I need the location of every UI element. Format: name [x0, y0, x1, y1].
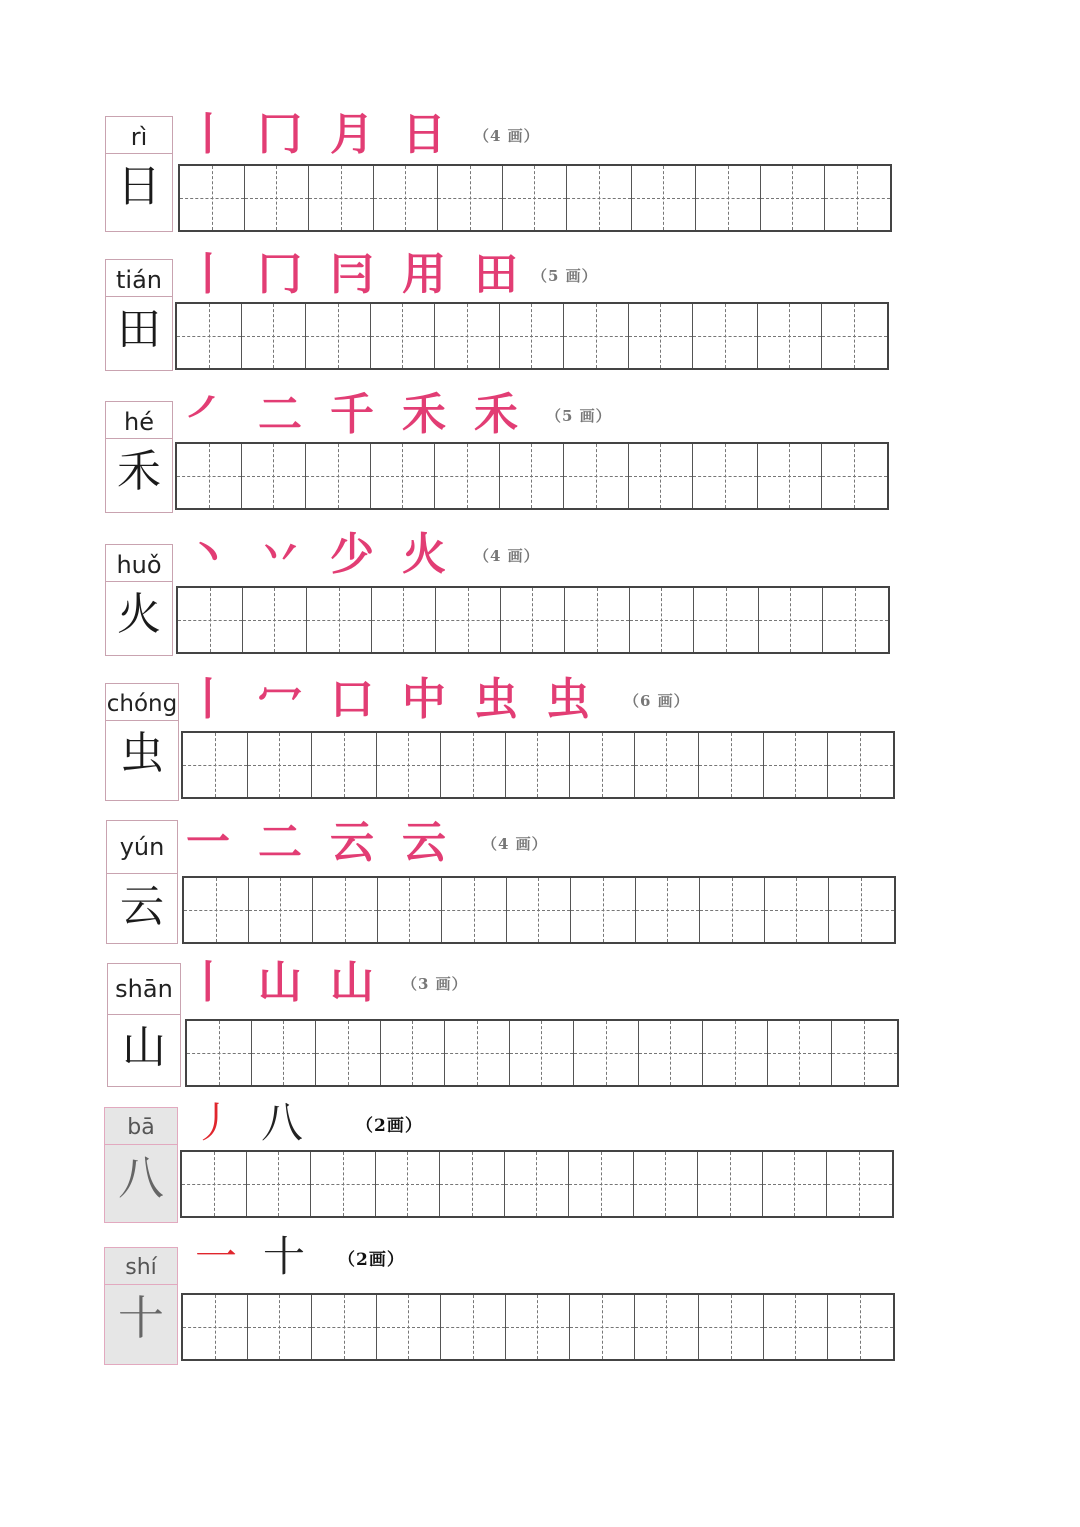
stroke-step: 口	[330, 674, 374, 725]
writing-grid	[178, 164, 892, 232]
hanzi-label: 火	[117, 589, 161, 640]
pinyin-label: bā	[105, 1108, 177, 1145]
grid-cell[interactable]	[177, 444, 242, 508]
grid-cell[interactable]	[374, 166, 439, 230]
grid-cell[interactable]	[570, 1295, 635, 1359]
grid-cell[interactable]	[309, 166, 374, 230]
grid-cell[interactable]	[764, 733, 829, 797]
char-card	[105, 259, 173, 371]
grid-cell[interactable]	[435, 444, 500, 508]
grid-cell[interactable]	[571, 878, 636, 942]
grid-cell[interactable]	[306, 444, 371, 508]
writing-grid	[185, 1019, 899, 1087]
stroke-step: 月	[330, 109, 374, 160]
stroke-step: 山	[330, 957, 374, 1008]
grid-cell[interactable]	[629, 444, 694, 508]
grid-cell[interactable]	[313, 878, 378, 942]
grid-cell[interactable]	[758, 444, 823, 508]
grid-cell[interactable]	[312, 733, 377, 797]
grid-cell[interactable]	[247, 1152, 312, 1216]
grid-cell[interactable]	[565, 588, 630, 652]
stroke-step: 中	[402, 674, 446, 725]
stroke-count: （6 画）	[624, 691, 690, 710]
grid-cell[interactable]	[501, 588, 566, 652]
writing-grid	[181, 731, 895, 799]
grid-cell[interactable]	[629, 304, 694, 368]
hanzi-label: 虫	[120, 728, 164, 779]
hanzi-label: 十	[118, 1291, 164, 1345]
hanzi-label: 山	[122, 1022, 166, 1073]
grid-cell[interactable]	[306, 304, 371, 368]
stroke-step: ㇒	[186, 389, 230, 440]
pinyin-label: rì	[106, 117, 172, 154]
writing-grid	[182, 876, 896, 944]
grid-cell[interactable]	[436, 588, 501, 652]
stroke-step: 二	[258, 389, 302, 440]
grid-cell[interactable]	[759, 588, 824, 652]
grid-cell[interactable]	[564, 444, 629, 508]
pinyin-label: yún	[107, 821, 177, 874]
grid-cell[interactable]	[829, 878, 894, 942]
grid-cell[interactable]	[378, 878, 443, 942]
stroke-count: （2画）	[356, 1115, 423, 1136]
grid-cell[interactable]	[765, 878, 830, 942]
stroke-step: 禾	[402, 389, 446, 440]
stroke-count: （5 画）	[546, 406, 612, 425]
grid-cell[interactable]	[567, 166, 632, 230]
hanzi-label: 禾	[117, 446, 161, 497]
grid-cell[interactable]	[506, 733, 571, 797]
grid-cell[interactable]	[500, 444, 565, 508]
grid-cell[interactable]	[242, 304, 307, 368]
stroke-step: 丷	[258, 529, 302, 580]
hanzi-label: 日	[117, 161, 161, 212]
grid-cell[interactable]	[249, 878, 314, 942]
grid-cell[interactable]	[178, 588, 243, 652]
grid-cell[interactable]	[634, 1152, 699, 1216]
stroke-step: 丿	[192, 1098, 235, 1147]
stroke-step: 丨	[186, 109, 230, 160]
grid-cell[interactable]	[312, 1295, 377, 1359]
grid-cell[interactable]	[828, 1295, 893, 1359]
stroke-count: （2画）	[338, 1249, 405, 1270]
stroke-step: 火	[402, 529, 446, 580]
stroke-order	[172, 250, 598, 300]
grid-cell[interactable]	[243, 588, 308, 652]
pinyin-label: hé	[106, 402, 172, 439]
grid-cell[interactable]	[632, 166, 697, 230]
char-card	[104, 1247, 178, 1365]
stroke-step: 少	[330, 529, 374, 580]
stroke-step: 冂	[258, 249, 302, 300]
stroke-order	[172, 958, 468, 1008]
grid-cell[interactable]	[182, 1152, 247, 1216]
stroke-step: 虫	[546, 674, 590, 725]
grid-cell[interactable]	[245, 166, 310, 230]
grid-cell[interactable]	[183, 733, 248, 797]
char-card	[105, 683, 179, 801]
stroke-step: 禾	[474, 389, 518, 440]
grid-cell[interactable]	[376, 1152, 441, 1216]
stroke-order	[172, 818, 548, 868]
stroke-step: 丨	[186, 957, 230, 1008]
grid-cell[interactable]	[825, 166, 890, 230]
grid-cell[interactable]	[827, 1152, 892, 1216]
grid-cell[interactable]	[696, 166, 761, 230]
grid-cell[interactable]	[187, 1021, 252, 1085]
writing-grid	[180, 1150, 894, 1218]
grid-cell[interactable]	[311, 1152, 376, 1216]
grid-cell[interactable]	[570, 733, 635, 797]
stroke-step: 山	[258, 957, 302, 1008]
grid-cell[interactable]	[699, 733, 764, 797]
stroke-count: （4 画）	[482, 834, 548, 853]
stroke-step: 云	[330, 817, 374, 868]
grid-cell[interactable]	[377, 1295, 442, 1359]
stroke-step: 二	[258, 817, 302, 868]
grid-cell[interactable]	[763, 1152, 828, 1216]
grid-cell[interactable]	[248, 1295, 313, 1359]
stroke-step: 用	[402, 249, 446, 300]
grid-cell[interactable]	[371, 444, 436, 508]
grid-cell[interactable]	[764, 1295, 829, 1359]
grid-cell[interactable]	[700, 878, 765, 942]
grid-cell[interactable]	[242, 444, 307, 508]
grid-cell[interactable]	[371, 304, 436, 368]
grid-cell[interactable]	[445, 1021, 510, 1085]
grid-cell[interactable]	[761, 166, 826, 230]
stroke-step: 冂	[258, 109, 302, 160]
grid-cell[interactable]	[699, 1295, 764, 1359]
stroke-step: 云	[402, 817, 446, 868]
stroke-order	[172, 390, 612, 440]
char-card	[105, 544, 173, 656]
grid-cell[interactable]	[441, 733, 506, 797]
grid-cell[interactable]	[822, 304, 887, 368]
grid-cell[interactable]	[828, 733, 893, 797]
grid-cell[interactable]	[635, 1295, 700, 1359]
grid-cell[interactable]	[693, 304, 758, 368]
writing-grid	[175, 442, 889, 510]
grid-cell[interactable]	[822, 444, 887, 508]
grid-cell[interactable]	[768, 1021, 833, 1085]
stroke-order	[172, 675, 690, 725]
char-card	[107, 963, 181, 1087]
grid-cell[interactable]	[442, 878, 507, 942]
grid-cell[interactable]	[630, 588, 695, 652]
grid-cell[interactable]	[435, 304, 500, 368]
grid-cell[interactable]	[372, 588, 437, 652]
grid-cell[interactable]	[307, 588, 372, 652]
grid-cell[interactable]	[381, 1021, 446, 1085]
grid-cell[interactable]	[316, 1021, 381, 1085]
grid-cell[interactable]	[510, 1021, 575, 1085]
stroke-order	[180, 1098, 423, 1148]
stroke-order	[172, 110, 540, 160]
writing-grid	[176, 586, 890, 654]
stroke-step: 丨	[186, 674, 230, 725]
grid-cell[interactable]	[636, 878, 701, 942]
grid-cell[interactable]	[693, 444, 758, 508]
stroke-count: （4 画）	[474, 546, 540, 565]
stroke-order	[172, 530, 540, 580]
grid-cell[interactable]	[694, 588, 759, 652]
pinyin-label: shān	[108, 964, 180, 1015]
char-card	[104, 1107, 178, 1223]
writing-grid	[175, 302, 889, 370]
pinyin-label: huǒ	[106, 545, 172, 582]
grid-cell[interactable]	[177, 304, 242, 368]
grid-cell[interactable]	[574, 1021, 639, 1085]
pinyin-label: tián	[106, 260, 172, 297]
char-card	[105, 401, 173, 513]
stroke-count: （3 画）	[402, 974, 468, 993]
writing-grid	[181, 1293, 895, 1361]
grid-cell[interactable]	[505, 1152, 570, 1216]
hanzi-label: 云	[120, 881, 164, 932]
grid-cell[interactable]	[438, 166, 503, 230]
stroke-step: 丨	[186, 249, 230, 300]
stroke-step: 一	[194, 1232, 237, 1281]
grid-cell[interactable]	[441, 1295, 506, 1359]
stroke-step: 十	[262, 1232, 305, 1281]
grid-cell[interactable]	[248, 733, 313, 797]
stroke-step: 八	[260, 1098, 303, 1147]
grid-cell[interactable]	[252, 1021, 317, 1085]
hanzi-label: 八	[118, 1151, 164, 1205]
grid-cell[interactable]	[698, 1152, 763, 1216]
stroke-step: 日	[402, 109, 446, 160]
stroke-step: 一	[186, 817, 230, 868]
pinyin-label: shí	[105, 1248, 177, 1285]
stroke-step: 丶	[186, 529, 230, 580]
hanzi-label: 田	[117, 304, 161, 355]
pinyin-label: chóng	[106, 684, 178, 721]
grid-cell[interactable]	[823, 588, 888, 652]
grid-cell[interactable]	[500, 304, 565, 368]
grid-cell[interactable]	[503, 166, 568, 230]
grid-cell[interactable]	[180, 166, 245, 230]
char-card	[105, 116, 173, 232]
grid-cell[interactable]	[183, 1295, 248, 1359]
stroke-count: （5 画）	[532, 266, 598, 285]
grid-cell[interactable]	[377, 733, 442, 797]
grid-cell[interactable]	[507, 878, 572, 942]
grid-cell[interactable]	[635, 733, 700, 797]
grid-cell[interactable]	[440, 1152, 505, 1216]
stroke-step: 田	[474, 249, 518, 300]
char-card	[106, 820, 178, 944]
stroke-step: 冃	[330, 249, 374, 300]
grid-cell[interactable]	[506, 1295, 571, 1359]
stroke-order	[182, 1232, 405, 1282]
grid-cell[interactable]	[832, 1021, 897, 1085]
grid-cell[interactable]	[564, 304, 629, 368]
grid-cell[interactable]	[703, 1021, 768, 1085]
grid-cell[interactable]	[758, 304, 823, 368]
grid-cell[interactable]	[569, 1152, 634, 1216]
stroke-step: 千	[330, 389, 374, 440]
stroke-step: 冖	[258, 674, 302, 725]
grid-cell[interactable]	[184, 878, 249, 942]
grid-cell[interactable]	[639, 1021, 704, 1085]
stroke-step: 虫	[474, 674, 518, 725]
stroke-count: （4 画）	[474, 126, 540, 145]
